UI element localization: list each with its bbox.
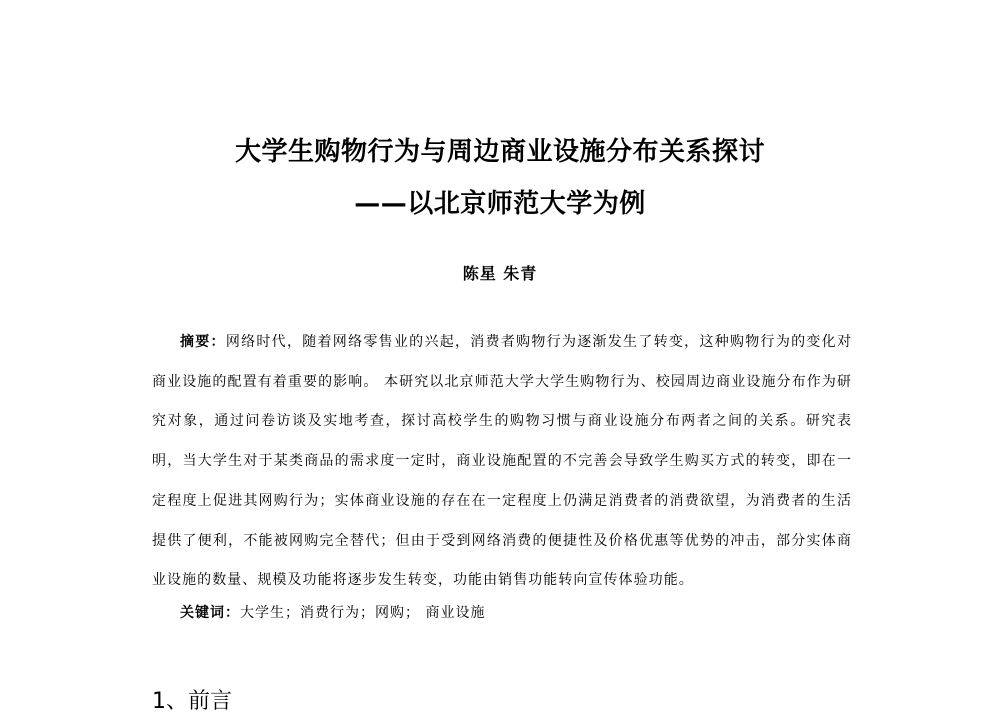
keywords-line	[180, 600, 860, 626]
keyword-item: 消费行为；	[300, 605, 375, 621]
keyword-item: 大学生；	[240, 605, 300, 621]
paper-subtitle: ——以北京师范大学为例	[354, 189, 646, 219]
keywords-label: 关键词：	[180, 605, 240, 621]
abstract-label: 摘要：	[180, 334, 226, 350]
paper-authors: 陈星 朱青	[462, 264, 538, 283]
paper-title: 大学生购物行为与周边商业设施分布关系探讨	[234, 137, 765, 167]
keyword-item: 网购；	[375, 605, 420, 621]
abstract-text: 网络时代，随着网络零售业的兴起，消费者购物行为逐渐发生了转变，这种购物行为的变化对商业设施的配置有着重要的影响。 本研究以北京师范大学大学生购物行为、校园周边商业设施分布作为研究对象，通过问卷访谈及实地考查，探讨高校学生的购物习惯与商业设施分布两者之间的关系。研究表明，当大学生对于某类商品的需求度一定时，商业设施配置的不完善会导致学生购买方式的转变，即在一定程度上促进其网购行为；实体商业设施的存在在一定程度上仍满足消费者的消费欲望，为消费者的生活提供了便利，不能被网购完全替代；但由于受到网络消费的便捷性及价格优惠等优势的冲击，部分实体商业设施的数量、规模及功能将逐步发生转变，功能由销售功能转向宣传体验功能。	[152, 334, 852, 589]
abstract-paragraph	[152, 323, 852, 601]
keyword-item: 商业设施	[420, 605, 486, 621]
section-heading-introduction: 1、前言	[152, 689, 232, 714]
